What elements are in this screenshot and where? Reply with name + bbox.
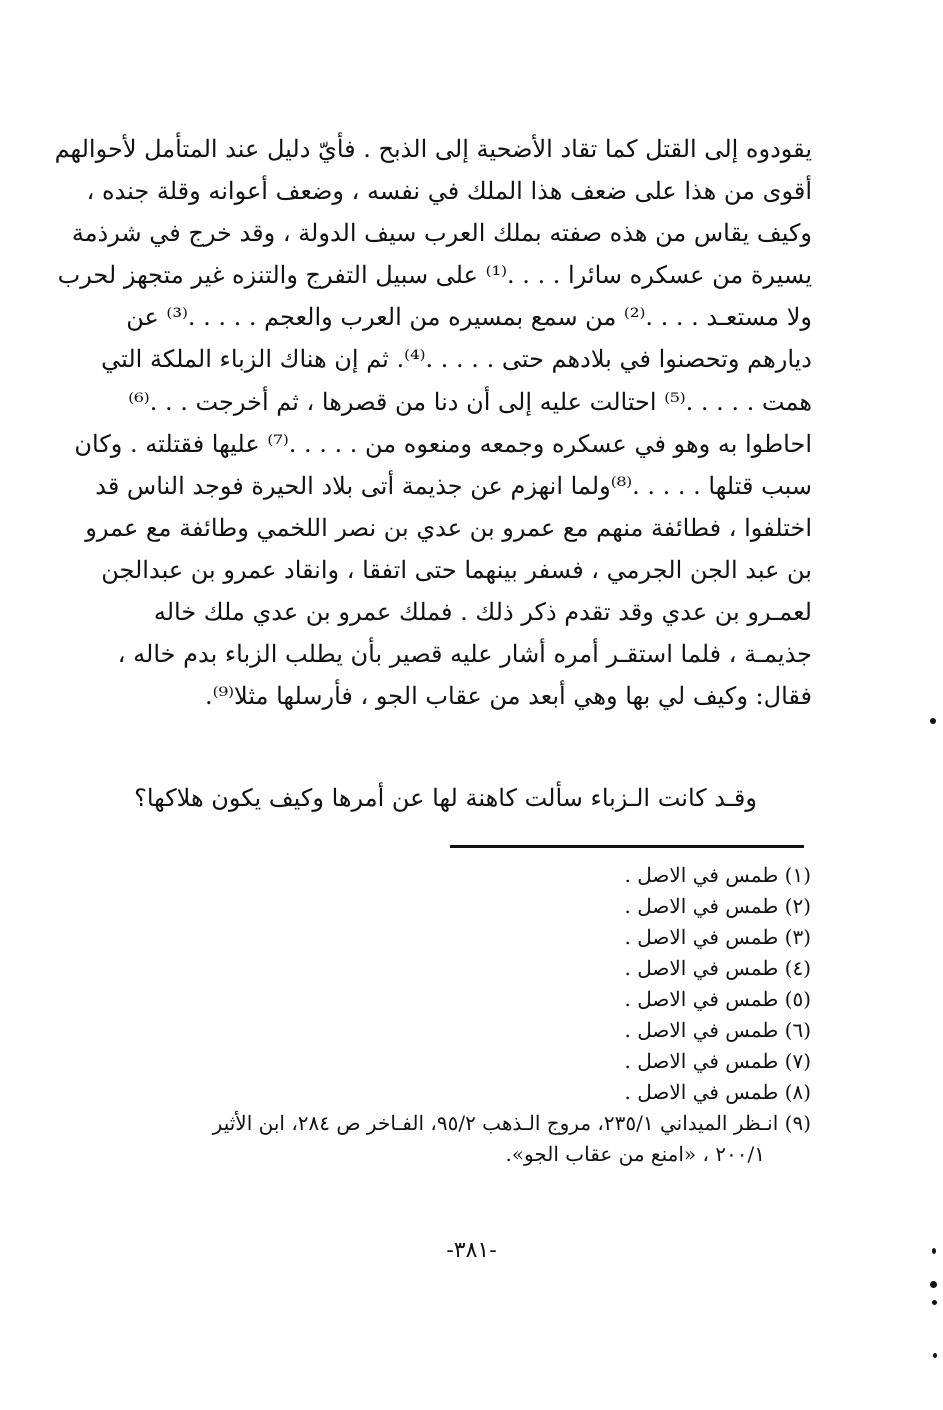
text-line: أقوى من هذا على ضعف هذا الملك في نفسه ، وضعف أعوانه وقلة جنده ، (86, 177, 812, 206)
footnote-item: (٥) طمس في الاصل . (624, 987, 811, 1011)
scan-mark (930, 1281, 937, 1288)
footnote-item: (٣) طمس في الاصل . (624, 925, 811, 949)
footnote-item: (١) طمس في الاصل . (624, 863, 811, 887)
text-line: لعمـرو بن عدي وقد تقدم ذكر ذلك . فملك عمرو بن عدي ملك خاله (153, 598, 812, 627)
text-line: ولا مستعـد . . . .⁽²⁾ من سمع بمسيره من العرب والعجم . . . . .⁽³⁾ عن (126, 303, 812, 332)
scan-mark (930, 718, 936, 724)
footnote-item: (٤) طمس في الاصل . (624, 956, 811, 980)
closing-paragraph: وقـد كانت الـزباء سألت كاهنة لها عن أمرها وكيف يكون هلاكها؟ (134, 784, 757, 812)
main-paragraph (54, 128, 812, 717)
text-line: يقودوه إلى القتل كما تقاد الأضحية إلى الذبح . فأيّ دليل عند المتأمل لأحوالهم (54, 135, 812, 163)
scan-mark (932, 1300, 937, 1305)
text-line: احاطوا به وهو في عسكره وجمعه ومنعوه من . . . . .⁽⁷⁾ عليها فقتلته . وكان (74, 429, 812, 458)
text-line: وكيف يقاس من هذه صفته بملك العرب سيف الدولة ، وقد خرج في شرذمة (71, 219, 812, 248)
text-line: همت . . . . .⁽⁵⁾ احتالت عليه إلى أن دنا من قصرها ، ثم أخرجت . . .⁽⁶⁾ (128, 387, 812, 416)
text-line: سبب قتلها . . . . .⁽⁸⁾ولما انهزم عن جذيمة أتى بلاد الحيرة فوجد الناس قد (95, 471, 812, 500)
footnote-divider (450, 845, 804, 848)
footnote-item: (٧) طمس في الاصل . (624, 1049, 811, 1073)
text-line: ديارهم وتحصنوا في بلادهم حتى . . . . .⁽⁴⁾. ثم إن هناك الزباء الملكة التي (101, 345, 812, 374)
page-number: -٣٨١- (446, 1238, 497, 1263)
text-line: بن عبد الجن الجرمي ، فسفر بينهما حتى اتفقا ، وانقاد عمرو بن عبدالجن (101, 555, 812, 584)
footnote-item: (٦) طمس في الاصل . (624, 1018, 811, 1042)
footnote-item: (٢) طمس في الاصل . (624, 894, 811, 918)
text-line: فقال: وكيف لي بها وهي أبعد من عقاب الجو ، فأرسلها مثلا⁽⁹⁾. (205, 682, 812, 711)
text-line: جذيمـة ، فلما استقـر أمره أشار عليه قصير بأن يطلب الزباء بدم خاله ، (117, 640, 812, 669)
scan-mark (932, 1248, 936, 1254)
footnote-item: (٨) طمس في الاصل . (624, 1080, 811, 1104)
text-line: اختلفوا ، فطائفة منهم مع عمرو بن عدي بن نصر اللخمي وطائفة مع عمرو (85, 513, 812, 542)
footnote-item-9-continuation: ٢٠٠/١ ، «امنع من عقاب الجو». (505, 1142, 765, 1166)
footnotes-list (131, 860, 811, 1170)
footnote-item-9: (٩) انـظر الميداني ٢٣٥/١، مروج الـذهب ٩٥/٢، الفـاخر ص ٢٨٤، ابن الأثير (212, 1111, 811, 1135)
scan-mark (933, 1353, 937, 1358)
text-line: يسيرة من عسكره سائرا . . . .⁽¹⁾ على سبيل التفرج والتنزه غير متجهز لحرب (57, 261, 812, 290)
